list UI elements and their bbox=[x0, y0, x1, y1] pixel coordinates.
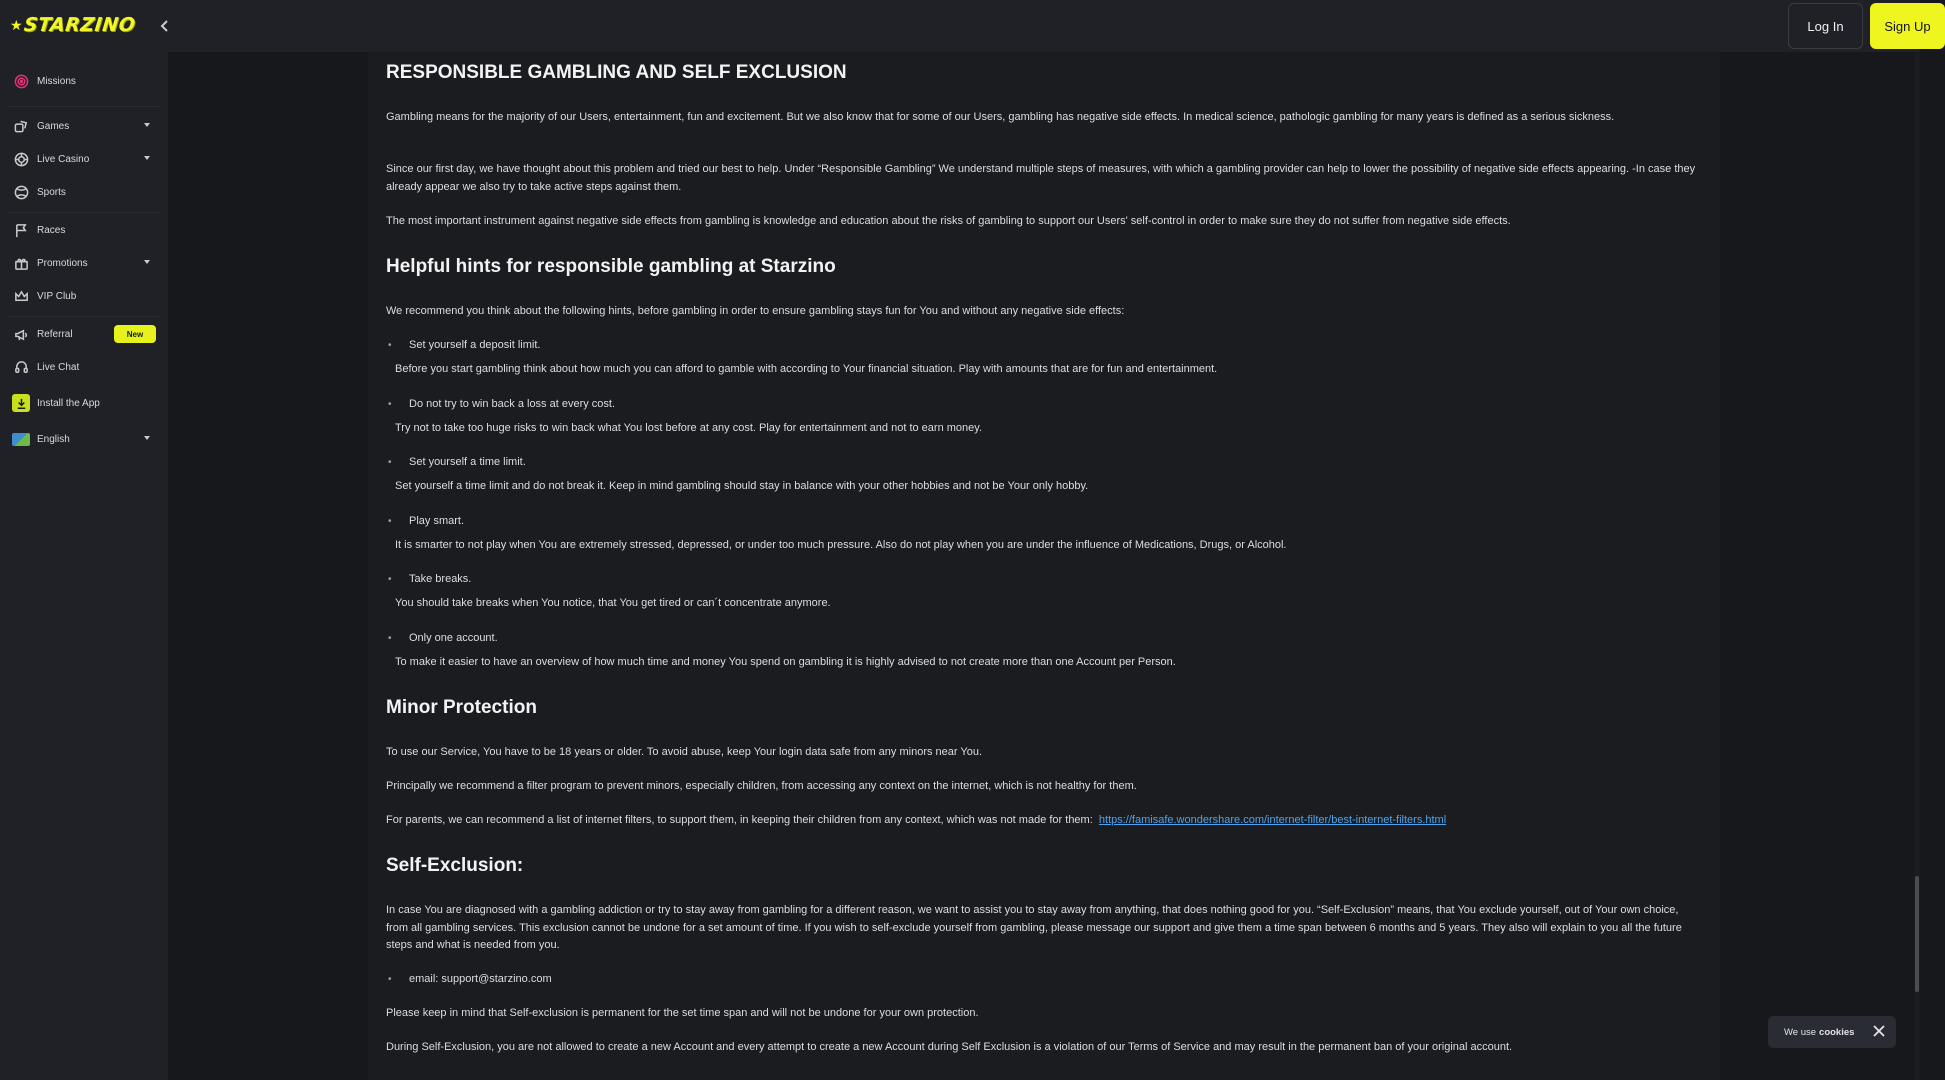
new-badge: New bbox=[114, 325, 156, 343]
sidebar-item-label: Sports bbox=[37, 186, 66, 198]
sidebar-item-label: Missions bbox=[37, 75, 76, 87]
hint-description: It is smarter to not play when You are extremely stressed, depressed, or under too much pressure. Also do not play when you are under the influence of Medications, Drugs, or Alcohol. bbox=[395, 539, 1287, 551]
star-icon: ★ bbox=[10, 16, 23, 33]
casino-chip-icon bbox=[12, 150, 30, 168]
paragraph: To use our Service, You have to be 18 years or older. To avoid abuse, keep Your login data safe from any minors near You. bbox=[386, 746, 983, 758]
hint-description: Set yourself a time limit and do not break it. Keep in mind gambling should stay in balance with your other hobbies and not be Your only hobby. bbox=[395, 480, 1089, 492]
chevron-down-icon bbox=[144, 156, 150, 160]
language-selector[interactable] bbox=[0, 425, 168, 453]
paragraph: Principally we recommend a filter program to prevent minors, especially children, from accessing any context on the internet, which is not healthy for them. bbox=[386, 780, 1137, 792]
logo-text: STARZINO bbox=[22, 14, 137, 36]
login-button[interactable]: Log In bbox=[1788, 3, 1863, 49]
language-label: English bbox=[37, 433, 70, 445]
race-flag-icon bbox=[12, 221, 30, 239]
chevron-down-icon bbox=[144, 123, 150, 127]
collapse-sidebar-button[interactable] bbox=[150, 0, 180, 52]
divider bbox=[8, 212, 160, 213]
headset-icon bbox=[12, 358, 30, 376]
sidebar-item-vip-club[interactable] bbox=[0, 282, 168, 310]
target-icon bbox=[12, 72, 30, 90]
dice-icon bbox=[12, 117, 30, 135]
cookie-bold-text: cookies bbox=[1819, 1026, 1855, 1038]
close-cookie-button[interactable] bbox=[1872, 1024, 1888, 1040]
flag-shape bbox=[12, 433, 30, 446]
internet-filters-link[interactable]: https://famisafe.wondershare.com/internet-filter/best-internet-filters.html bbox=[1098, 814, 1447, 826]
starzino-logo[interactable] bbox=[10, 8, 137, 42]
chevron-left-icon bbox=[159, 20, 171, 32]
paragraph: In case You are diagnosed with a gambling addiction or try to stay away from gambling for a different reason, we want to assist you to stay away from anything, that does nothing good for you. “Self-Exclusion” means, that You exclude yourself, out of Your own choice, from all gambling services. This exclusion cannot be undone for a set amount of time. If you wish to self-exclude yourself from gambling, please message our support and give them a time span between 6 months and 5 years. They also will explain to you all the future steps and what is needed from you. bbox=[386, 904, 1682, 951]
bullet-icon: • bbox=[388, 340, 392, 351]
sidebar-item-label: Referral bbox=[37, 328, 73, 340]
paragraph: Gambling means for the majority of our Users, entertainment, fun and excitement. But we also know that for some of our Users, gambling has negative side effects. In medical science, pathologic gambling for many years is defined as a serious sickness. bbox=[386, 111, 1615, 123]
divider bbox=[8, 316, 160, 317]
paragraph: Since our first day, we have thought about this problem and tried our best to help. Under “Responsible Gambling” We understand multiple steps of measures, with which a gambling provider can help to lower the possibility of negative side effects appearing. -In case they already appear we also try to take active steps against them. bbox=[386, 163, 1696, 193]
bullet-icon: • bbox=[388, 457, 392, 468]
hint-description: You should take breaks when You notice, that You get tired or can´t concentrate anymore. bbox=[395, 597, 831, 609]
article bbox=[386, 52, 1696, 1080]
section-heading: Helpful hints for responsible gambling at Starzino bbox=[386, 256, 836, 277]
sidebar-item-races[interactable] bbox=[0, 216, 168, 244]
crown-icon bbox=[12, 287, 30, 305]
hint-description: Try not to take too huge risks to win back what You lost before at any cost. Play for entertainment and not to earn money. bbox=[395, 422, 982, 434]
hint-title: Set yourself a deposit limit. bbox=[409, 339, 541, 351]
cookie-banner bbox=[1768, 1016, 1896, 1048]
sidebar-item-label: Live Chat bbox=[37, 361, 80, 373]
chevron-down-icon bbox=[144, 260, 150, 264]
sidebar-item-label: VIP Club bbox=[37, 290, 77, 302]
sidebar-item-live-chat[interactable] bbox=[0, 353, 168, 381]
sidebar-item-label: Races bbox=[37, 224, 66, 236]
page-title: RESPONSIBLE GAMBLING AND SELF EXCLUSION bbox=[386, 62, 847, 83]
sidebar-item-label: Live Casino bbox=[37, 153, 90, 165]
hint-title: Do not try to win back a loss at every cost. bbox=[409, 398, 616, 410]
chevron-down-icon bbox=[144, 436, 150, 440]
hint-title: Play smart. bbox=[409, 515, 465, 527]
divider bbox=[8, 106, 160, 107]
megaphone-icon bbox=[12, 325, 30, 343]
paragraph-text: For parents, we can recommend a list of internet filters, to support them, in keeping their children from any context, which was not made for them: bbox=[386, 814, 1093, 826]
signup-button[interactable]: Sign Up bbox=[1870, 3, 1945, 49]
sidebar-item-label: Games bbox=[37, 120, 70, 132]
hint-title: Take breaks. bbox=[409, 573, 472, 585]
paragraph: During Self-Exclusion, you are not allowed to create a new Account and every attempt to create a new Account during Self Exclusion is a violation of our Terms of Service and may result in the permanent ban of your original account. bbox=[386, 1041, 1513, 1053]
download-icon bbox=[12, 394, 30, 412]
paragraph: The most important instrument against negative side effects from gambling is knowledge and education about the risks of gambling to support our Users' self-control in order to make sure they do not suffer from negative side effects. bbox=[386, 215, 1511, 227]
bullet-icon: • bbox=[388, 516, 392, 527]
sidebar-item-live-casino[interactable] bbox=[0, 145, 168, 173]
sidebar-item-games[interactable] bbox=[0, 112, 168, 140]
email-text: email: support@starzino.com bbox=[409, 973, 552, 985]
sidebar-item-label: Install the App bbox=[37, 397, 100, 409]
flag-icon bbox=[12, 430, 30, 448]
bullet-icon: • bbox=[388, 399, 392, 410]
gift-icon bbox=[12, 254, 30, 272]
paragraph: We recommend you think about the following hints, before gambling in order to ensure gambling stays fun for You and without any negative side effects: bbox=[386, 305, 1125, 317]
sidebar-item-referral[interactable] bbox=[0, 320, 168, 348]
sidebar-item-promotions[interactable] bbox=[0, 249, 168, 277]
paragraph bbox=[386, 812, 1696, 830]
hint-description: To make it easier to have an overview of how much time and money You spend on gambling it is highly advised to not create more than one Account per Person. bbox=[395, 656, 1176, 668]
sidebar-item-sports[interactable] bbox=[0, 178, 168, 206]
sidebar-item-install-app[interactable] bbox=[0, 389, 168, 417]
close-icon bbox=[1872, 1024, 1886, 1038]
section-heading: Minor Protection bbox=[386, 697, 537, 718]
section-heading: Self-Exclusion: bbox=[386, 855, 524, 876]
sidebar-item-label: Promotions bbox=[37, 257, 88, 269]
bullet-icon: • bbox=[388, 974, 392, 985]
cookie-text: We use bbox=[1784, 1026, 1817, 1038]
ball-icon bbox=[12, 183, 30, 201]
bullet-icon: • bbox=[388, 574, 392, 585]
hint-title: Set yourself a time limit. bbox=[409, 456, 526, 468]
top-bar bbox=[150, 0, 1931, 52]
bullet-icon: • bbox=[388, 633, 392, 644]
paragraph: Please keep in mind that Self-exclusion is permanent for the set time span and will not be undone for your own protection. bbox=[386, 1007, 979, 1019]
sidebar bbox=[0, 0, 168, 1080]
scrollbar-thumb[interactable] bbox=[1915, 876, 1919, 992]
hint-title: Only one account. bbox=[409, 632, 498, 644]
sidebar-item-missions[interactable] bbox=[0, 67, 168, 95]
hint-description: Before you start gambling think about how much you can afford to gamble with according to Your financial situation. Play with amounts that are for fun and entertainment. bbox=[395, 363, 1218, 375]
